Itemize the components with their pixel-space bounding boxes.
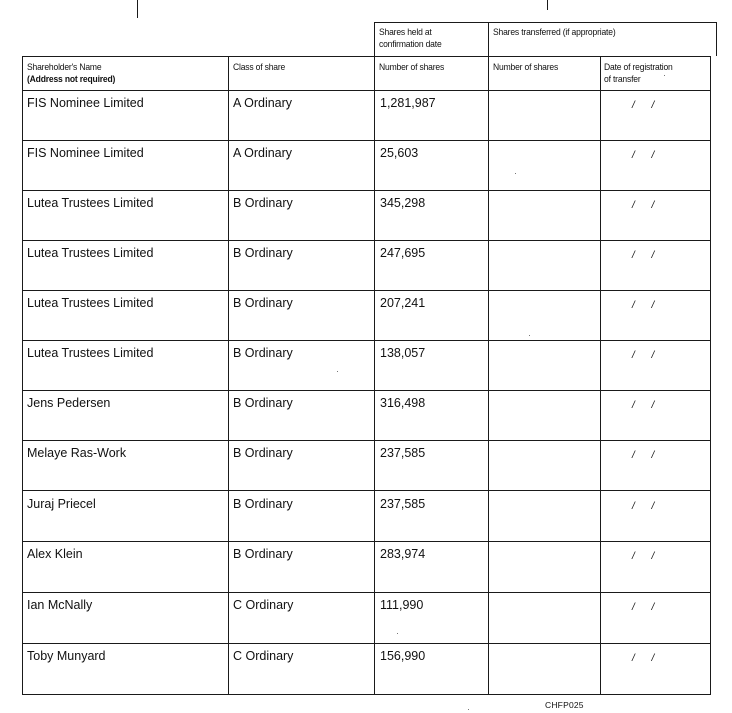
shareholder-name-header: Shareholder's Name (Address not required) [27,62,116,85]
scan-speck [664,75,665,76]
transfer-date-placeholder: / / [632,150,655,161]
transfer-date-placeholder: / / [632,200,655,211]
shareholder-name: Lutea Trustees Limited [27,346,154,360]
transfer-date-placeholder: / / [632,300,655,311]
share-class: C Ordinary [233,598,294,612]
shares-held: 111,990 [380,598,424,612]
share-class: B Ordinary [233,346,293,360]
scan-speck [337,371,338,372]
header-right-border [716,22,717,56]
col-divider-class [228,56,229,694]
scan-speck [468,709,469,710]
col-divider-transfer-number [488,56,489,694]
shareholder-name: FIS Nominee Limited [27,146,144,160]
row-separator [22,190,711,191]
share-class: B Ordinary [233,196,293,210]
transfer-date-placeholder: / / [632,100,655,111]
shares-held: 345,298 [380,196,426,210]
share-class: B Ordinary [233,396,293,410]
shares-held: 247,695 [380,246,426,260]
share-class: B Ordinary [233,246,293,260]
transfer-date-placeholder: / / [632,350,655,361]
scan-speck [529,335,530,336]
header-divider-shares [374,22,375,56]
share-class: A Ordinary [233,146,293,160]
scan-speck [397,633,398,634]
transfer-date-placeholder: / / [632,602,655,613]
shares-held: 237,585 [380,446,426,460]
shares-held: 237,585 [380,497,426,511]
shareholder-name: Jens Pedersen [27,396,111,410]
row-separator [22,140,711,141]
row-separator [22,440,711,441]
table-bottom-border [22,694,711,695]
row-separator [22,240,711,241]
header-divider-transfer [488,22,489,56]
number-of-shares-header: Number of shares [379,62,445,73]
shares-held-header: Shares held at confirmation date [379,27,442,50]
share-class: C Ordinary [233,649,294,663]
transfer-date-placeholder: / / [632,450,655,461]
shares-held: 25,603 [380,146,419,160]
shareholder-name: Lutea Trustees Limited [27,246,154,260]
top-tick-left [137,0,138,18]
table-left-border [22,56,23,694]
form-code: CHFP025 [545,700,584,710]
transfer-number-of-shares-header: Number of shares [493,62,559,73]
row-separator [22,541,711,542]
header-top-border [374,22,716,23]
row-separator [22,290,711,291]
share-class: B Ordinary [233,497,293,511]
scan-speck [515,173,516,174]
row-separator [22,340,711,341]
shareholder-name: Juraj Priecel [27,497,96,511]
row-separator [22,90,711,91]
shareholder-name: Ian McNally [27,598,93,612]
transfer-date-placeholder: / / [632,551,655,562]
shareholder-name: Toby Munyard [27,649,106,663]
shares-held: 156,990 [380,649,426,663]
shareholder-name: Lutea Trustees Limited [27,296,154,310]
transfer-date-placeholder: / / [632,250,655,261]
shareholder-name: FIS Nominee Limited [27,96,144,110]
shares-held: 1,281,987 [380,96,436,110]
shares-held: 138,057 [380,346,426,360]
row-separator [22,643,711,644]
class-of-share-header: Class of share [233,62,286,73]
transfer-date-placeholder: / / [632,400,655,411]
transfer-date-placeholder: / / [632,653,655,664]
row-separator [22,490,711,491]
col-divider-shares [374,56,375,694]
column-header-top-border [22,56,711,57]
shareholder-name: Melaye Ras-Work [27,446,127,460]
transfer-date-placeholder: / / [632,501,655,512]
share-class: B Ordinary [233,296,293,310]
col-divider-date [600,56,601,694]
row-separator [22,592,711,593]
table-right-border [710,56,711,694]
top-tick-right [547,0,548,10]
share-class: A Ordinary [233,96,293,110]
row-separator [22,390,711,391]
shares-held: 316,498 [380,396,426,410]
shareholder-name: Lutea Trustees Limited [27,196,154,210]
shares-held: 283,974 [380,547,426,561]
shares-transferred-header: Shares transferred (if appropriate) [493,27,616,38]
shareholder-name: Alex Klein [27,547,83,561]
share-class: B Ordinary [233,446,293,460]
share-class: B Ordinary [233,547,293,561]
date-of-registration-header: Date of registration of transfer [604,62,673,85]
shares-held: 207,241 [380,296,426,310]
